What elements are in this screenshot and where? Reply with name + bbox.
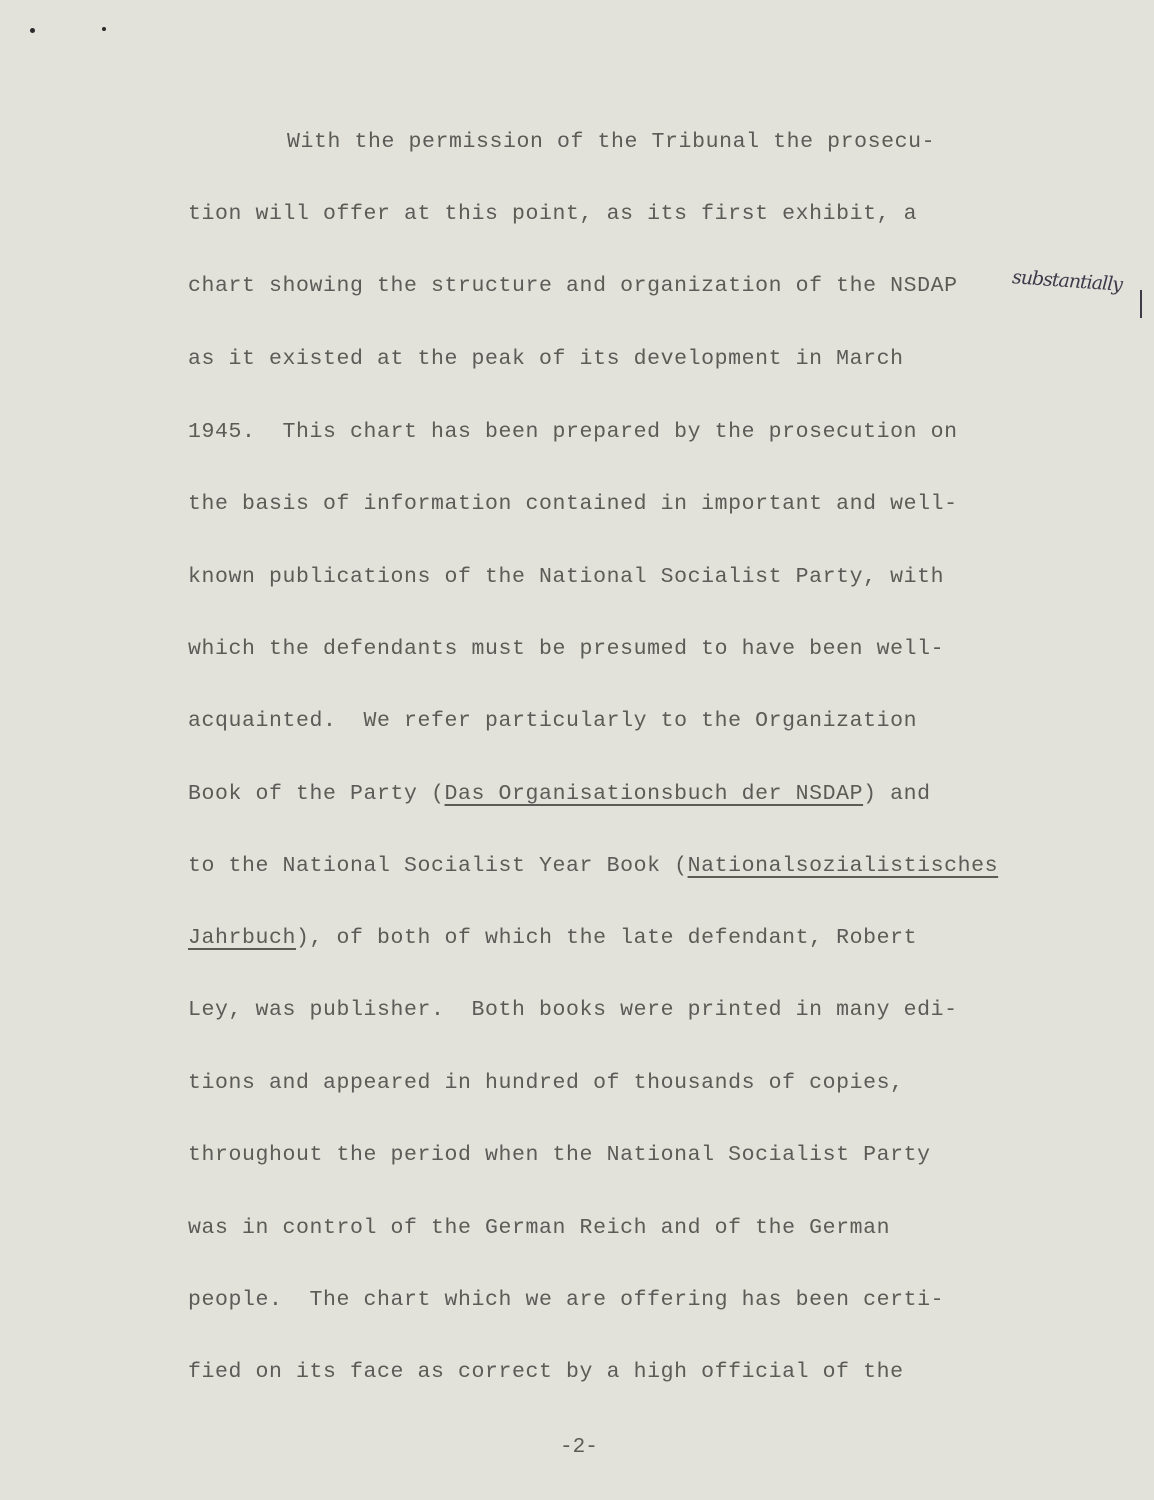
text-line: throughout the period when the National Socialist Party [188,1143,931,1167]
page-number: -2- [560,1436,598,1459]
text-line [188,924,917,952]
book-title-jahrbuch-part1: Nationalsozialistisches [687,854,999,878]
text-line [188,852,998,880]
text-fragment: to the National Socialist Year Book ( [188,854,688,878]
text-line: tion will offer at this point, as its first exhibit, a [188,202,918,226]
text-line [188,780,931,808]
text-line: tions and appeared in hundred of thousands of copies, [188,1071,904,1095]
text-line: was in control of the German Reich and of the German [188,1216,891,1240]
text-line: the basis of information contained in important and well- [188,492,958,516]
text-line: as it existed at the peak of its development in March [188,347,904,371]
text-line: known publications of the National Socialist Party, with [188,565,945,589]
text-line: 1945. This chart has been prepared by the prosecution on [188,420,958,444]
handwritten-annotation: substantially [1011,266,1123,296]
text-line: people. The chart which we are offering has been certi- [188,1288,945,1312]
text-line: acquainted. We refer particularly to the Organization [188,709,918,733]
ink-speck [30,28,35,33]
text-fragment: ) and [863,782,931,806]
text-line: which the defendants must be presumed to have been well- [188,637,945,661]
book-title-jahrbuch-part2: Jahrbuch [188,926,297,950]
text-line: With the permission of the Tribunal the prosecu- [287,130,936,154]
annotation-stroke [1140,290,1142,318]
text-fragment: ), of both of which the late defendant, Robert [296,926,918,950]
text-line: Ley, was publisher. Both books were printed in many edi- [188,998,958,1022]
text-fragment: Book of the Party ( [188,782,445,806]
book-title-organisationsbuch: Das Organisationsbuch der NSDAP [444,782,864,806]
text-line: fied on its face as correct by a high official of the [188,1360,904,1384]
text-line: chart showing the structure and organization of the NSDAP [188,274,958,298]
ink-speck [102,27,106,31]
